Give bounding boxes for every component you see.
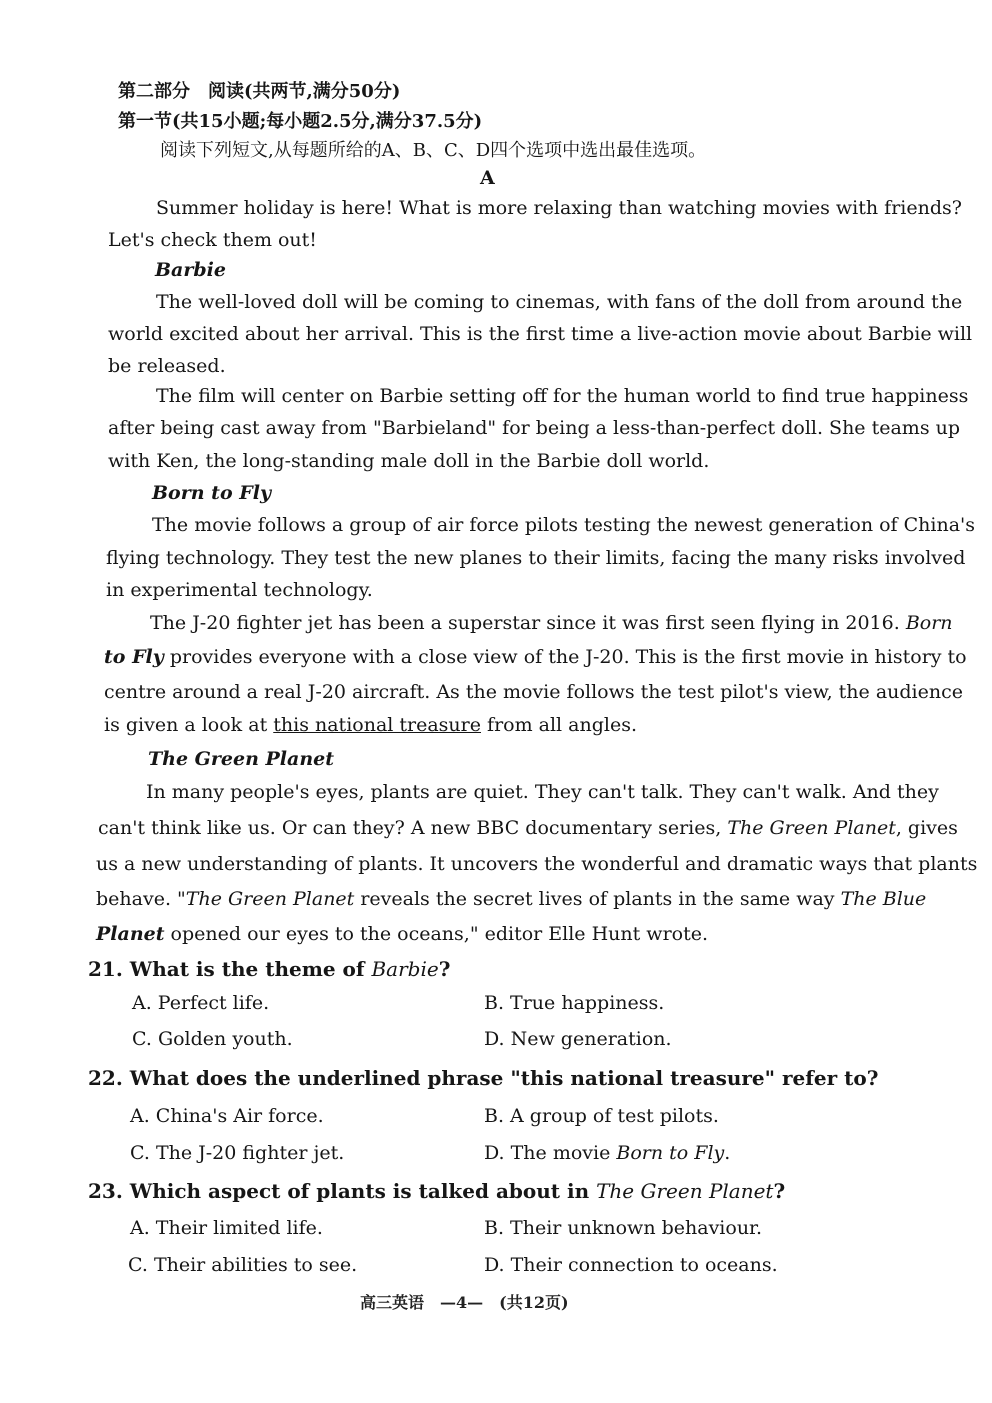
- btf-p2-line-4-text-c: from all angles.: [481, 714, 638, 736]
- btf-p2-line-2-italic: to Fly: [104, 646, 164, 668]
- q23-stem-text: 23. Which aspect of plants is talked about in: [88, 1179, 597, 1203]
- gp-p1-line-2-text-c: , gives: [895, 817, 958, 839]
- gp-p1-line-2: [98, 816, 958, 840]
- intro-line-1: Summer holiday is here! What is more relaxing than watching movies with friends?: [156, 197, 962, 219]
- question-22-stem: 22. What does the underlined phrase "this national treasure" refer to?: [88, 1066, 879, 1090]
- btf-p2-line-4: [104, 713, 637, 737]
- gp-p1-line-5-text: opened our eyes to the oceans," editor Elle Hunt wrote.: [164, 923, 709, 945]
- gp-p1-line-3: us a new understanding of plants. It uncovers the wonderful and dramatic ways that plants: [96, 853, 978, 875]
- q21-option-a[interactable]: A. Perfect life.: [132, 992, 270, 1014]
- barbie-p1-line-3: be released.: [108, 355, 226, 377]
- btf-p2-line-3: centre around a real J-20 aircraft. As the movie follows the test pilot's view, the audience: [104, 681, 963, 703]
- gp-p1-line-4-text-a: behave. ": [96, 888, 186, 910]
- btf-p2-line-2-text: provides everyone with a close view of the J-20. This is the first movie in history to: [163, 646, 967, 668]
- btf-p2-line-1: [150, 611, 953, 635]
- btf-p1-line-3: in experimental technology.: [106, 579, 373, 601]
- q23-option-d[interactable]: D. Their connection to oceans.: [484, 1254, 778, 1276]
- q22-option-d[interactable]: [484, 1141, 730, 1165]
- barbie-p1-line-2: world excited about her arrival. This is the first time a live-action movie about Barbie will: [108, 323, 973, 345]
- q22-option-b[interactable]: B. A group of test pilots.: [484, 1105, 719, 1127]
- q21-stem-end: ?: [438, 957, 451, 981]
- instruction: 阅读下列短文,从每题所给的A、B、C、D四个选项中选出最佳选项。: [160, 140, 707, 161]
- btf-p2-line-2: [104, 645, 967, 669]
- q22-option-c[interactable]: C. The J-20 fighter jet.: [130, 1142, 345, 1164]
- btf-p2-line-1-text: The J-20 fighter jet has been a superstar since it was first seen flying in 2016.: [150, 612, 906, 634]
- q22-option-a[interactable]: A. China's Air force.: [130, 1105, 324, 1127]
- question-21-stem: [88, 957, 450, 981]
- underlined-phrase: this national treasure: [273, 714, 481, 736]
- green-planet-title: The Green Planet: [148, 748, 334, 770]
- btf-p1-line-2: flying technology. They test the new planes to their limits, facing the many risks involved: [106, 547, 966, 569]
- q21-option-b[interactable]: B. True happiness.: [484, 992, 665, 1014]
- gp-p1-line-2-italic: The Green Planet: [727, 817, 896, 839]
- btf-p2-line-4-text-a: is given a look at: [104, 714, 274, 736]
- barbie-title: Barbie: [155, 259, 226, 281]
- gp-p1-line-2-text-a: can't think like us. Or can they? A new BBC documentary series,: [98, 817, 728, 839]
- gp-p1-line-4-italic-d: The Blue: [840, 888, 927, 910]
- q23-option-a[interactable]: A. Their limited life.: [130, 1217, 323, 1239]
- passage-label: A: [480, 167, 495, 189]
- barbie-p1-line-1: The well-loved doll will be coming to cinemas, with fans of the doll from around the: [156, 291, 963, 313]
- barbie-p2-line-1: The film will center on Barbie setting off for the human world to find true happiness: [156, 385, 969, 407]
- born-to-fly-title: Born to Fly: [152, 482, 271, 504]
- q21-stem-text: 21. What is the theme of: [88, 957, 372, 981]
- btf-p1-line-1: The movie follows a group of air force pilots testing the newest generation of China's: [152, 514, 976, 536]
- question-23-stem: [88, 1179, 785, 1203]
- part-title: 第二部分 阅读(共两节,满分50分): [118, 81, 401, 102]
- barbie-p2-line-3: with Ken, the long-standing male doll in the Barbie doll world.: [108, 450, 710, 472]
- q21-option-d[interactable]: D. New generation.: [484, 1028, 672, 1050]
- intro-line-2: Let's check them out!: [108, 229, 317, 251]
- gp-p1-line-4: [96, 887, 927, 911]
- q22-option-d-text: D. The movie: [484, 1142, 617, 1164]
- q23-stem-italic: The Green Planet: [596, 1179, 774, 1203]
- btf-p2-line-1-italic: Born: [905, 612, 953, 634]
- q23-option-b[interactable]: B. Their unknown behaviour.: [484, 1217, 763, 1239]
- q21-stem-italic: Barbie: [371, 957, 439, 981]
- gp-p1-line-5-italic: Planet: [96, 923, 165, 945]
- barbie-p2-line-2: after being cast away from "Barbieland" for being a less-than-perfect doll. She teams up: [108, 417, 961, 439]
- gp-p1-line-4-text-c: reveals the secret lives of plants in the same way: [354, 888, 841, 910]
- q21-option-c[interactable]: C. Golden youth.: [132, 1028, 293, 1050]
- section-subtitle: 第一节(共15小题;每小题2.5分,满分37.5分): [118, 111, 483, 132]
- q23-stem-end: ?: [773, 1179, 786, 1203]
- q22-option-d-end: .: [724, 1142, 731, 1164]
- gp-p1-line-5: [96, 922, 708, 946]
- page-footer: 高三英语 —4— (共12页): [360, 1293, 569, 1312]
- q22-option-d-italic: Born to Fly: [616, 1142, 725, 1164]
- gp-p1-line-4-italic-b: The Green Planet: [185, 888, 355, 910]
- gp-p1-line-1: In many people's eyes, plants are quiet. They can't talk. They can't walk. And they: [146, 781, 939, 803]
- q23-option-c[interactable]: C. Their abilities to see.: [128, 1254, 358, 1276]
